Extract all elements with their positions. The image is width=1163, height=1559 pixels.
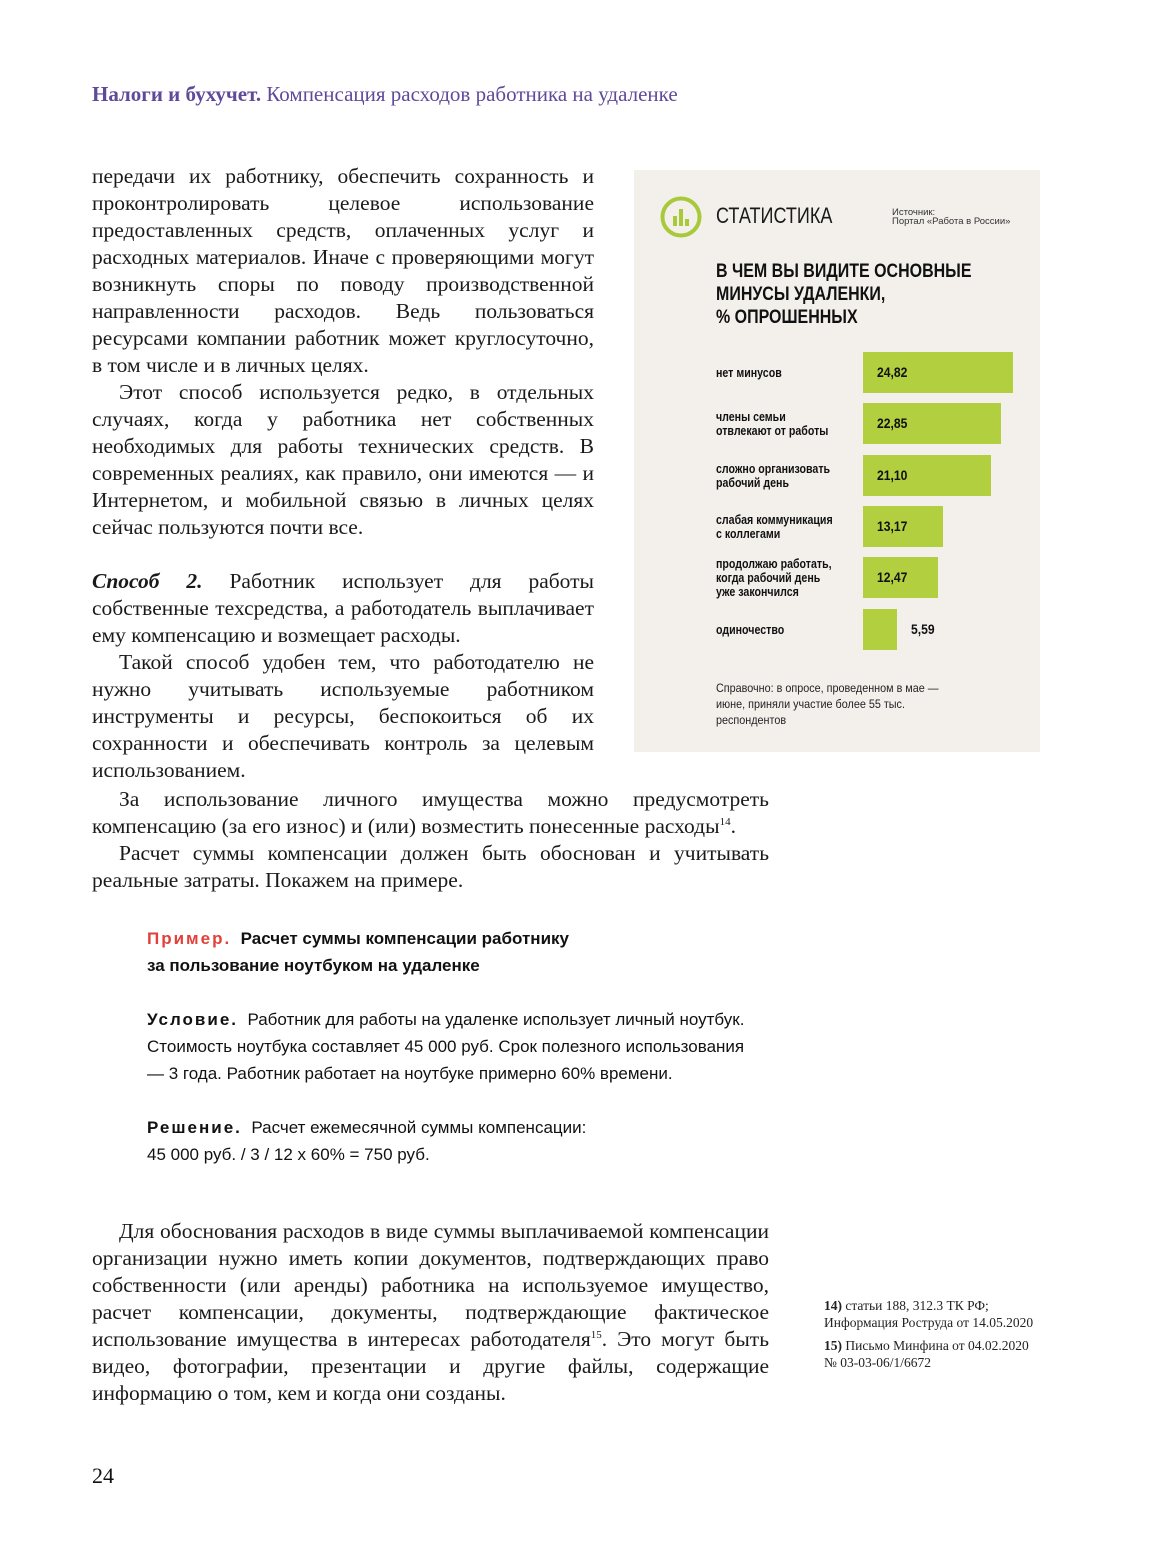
stats-source [892,208,1010,226]
solution-formula: 45 000 руб. / 3 / 12 x 60% = 750 руб. [147,1145,430,1164]
solution-label: Решение. [147,1118,242,1137]
bar-row [634,557,1040,599]
bar-row [634,455,1040,497]
column-text [92,163,594,784]
bar-row [634,403,1040,445]
example-title: Расчет суммы компенсации работнику [240,929,569,948]
paragraph: передачи их работнику, обеспечить сохранность и проконтролировать целевое использование предоставленных средств, оплаченных услуг и расходных материалов. Иначе с проверяющими могут возникнуть споры по поводу производственной направленности расходов. Ведь пользоваться ресурсами компании работник может круглосуточно, в том числе и в личных целях. [92,164,594,377]
footnotes [824,1297,1044,1377]
bar-value: 13,17 [877,518,908,534]
paragraph-text: Для обоснования расходов в виде суммы выплачиваемой компенсации организации нужно иметь копии документов, подтверждающих право собственности (или аренды) работника на используемое имущество, расчет компенсации, документы, подтверждающие фактическое использование имущества в интересах работодателя [92,1219,769,1351]
bar-label: слабая коммуникация с коллегами [716,512,833,541]
running-head [92,82,678,107]
bar-row [634,609,1040,651]
footnote-ref[interactable]: 15 [590,1328,602,1341]
example-label: Пример. [147,929,232,948]
wide-text [92,786,769,894]
bar-row [634,352,1040,394]
punct: . [730,814,736,838]
paragraph: Такой способ удобен тем, что работодателю не нужно учитывать используемые работником инструменты и ресурсы, беспокоиться об их сохранности и обеспечивать контроль за целевым использованием. [92,650,594,782]
statistics-panel [634,170,1040,752]
footnote-14 [824,1297,1044,1331]
bar-row [634,506,1040,548]
bar-label: члены семьи отвлекают от работы [716,410,829,439]
article-title: Компенсация расходов работника на удаленке [266,82,678,106]
chart-title-line: В ЧЕМ ВЫ ВИДИТЕ ОСНОВНЫЕ [716,260,972,282]
bar-label: продолжаю работать, когда рабочий день уже закончился [716,557,832,600]
bar-value: 21,10 [877,467,908,483]
chart-title [716,260,971,329]
bar-value: 12,47 [877,570,908,586]
bar-value: 22,85 [877,416,908,432]
page-number: 24 [92,1463,114,1488]
footnote-number: 15) [824,1338,842,1353]
paragraph: Этот способ используется редко, в отдельных случаях, когда у работника нет собственных необходимых для работы технических средств. В современных реалиях, как правило, они имеются — и Интернетом, и мобильной связью в личных целях сейчас пользуются почти все. [92,380,594,539]
stats-title: СТАТИСТИКА [716,203,833,228]
footnote-15 [824,1337,1044,1371]
paragraph [92,786,769,840]
paragraph-method-2 [92,568,594,649]
bar-value: 5,59 [911,621,935,637]
paragraph: Расчет суммы компенсации должен быть обоснован и учитывать реальные затраты. Покажем на примере. [92,841,769,892]
paragraph-text: . Это могут быть видео, фотографии, презентации и другие файлы, содержащие информацию о том, кем и когда они созданы. [92,1327,769,1405]
example-heading [147,925,747,952]
condition-label: Условие. [147,1010,238,1029]
section-name: Налоги и бухучет. [92,82,262,106]
paragraph [92,1218,769,1407]
example-solution [147,1114,747,1141]
solution-text: Расчет ежемесячной суммы компенсации: [251,1118,587,1137]
example-title-line2: за пользование ноутбуком на удаленке [147,956,480,975]
method-2-label: Способ 2. [92,569,203,593]
closing-text [92,1218,769,1407]
example-block [147,925,747,1168]
source-label: Источник: [892,207,936,218]
footnote-text: Письмо Минфина от 04.02.2020 № 03-03-06/1/6672 [824,1338,1029,1370]
bar-label: одиночество [716,622,785,637]
stats-note: Справочно: в опросе, проведенном в мае — июне, приняли участие более 55 тыс. респондентов [716,681,939,727]
bar-label: сложно организовать рабочий день [716,461,831,490]
bar [863,609,897,650]
chart-title-line: % ОПРОШЕННЫХ [716,306,858,328]
chart-title-line: МИНУСЫ УДАЛЕНКИ, [716,283,886,305]
bar-label: нет минусов [716,366,782,380]
paragraph-text: За использование личного имущества можно предусмотреть компенсацию (за его износ) и (или) возместить понесенные расходы [92,787,769,838]
footnote-ref[interactable]: 14 [719,815,731,828]
footnote-text: статьи 188, 312.3 ТК РФ; Информация Роструда от 14.05.2020 [824,1298,1034,1330]
bar-value: 24,82 [877,365,908,380]
source-value: Портал «Работа в России» [892,216,1011,227]
footnote-number: 14) [824,1298,842,1313]
condition-text: Работник для работы на удаленке использует личный ноутбук. Стоимость ноутбука составляет 45 000 руб. Срок полезного использования — 3 года. Работник работает на ноутбуке примерно 60% времени. [147,1010,745,1083]
method-2-text: Работник использует для работы собственные техсредства, а работодатель выплачивает ему компенсацию и возмещает расходы. [92,569,594,647]
example-condition [147,1006,759,1087]
bar-chart-circle-icon [660,196,702,238]
